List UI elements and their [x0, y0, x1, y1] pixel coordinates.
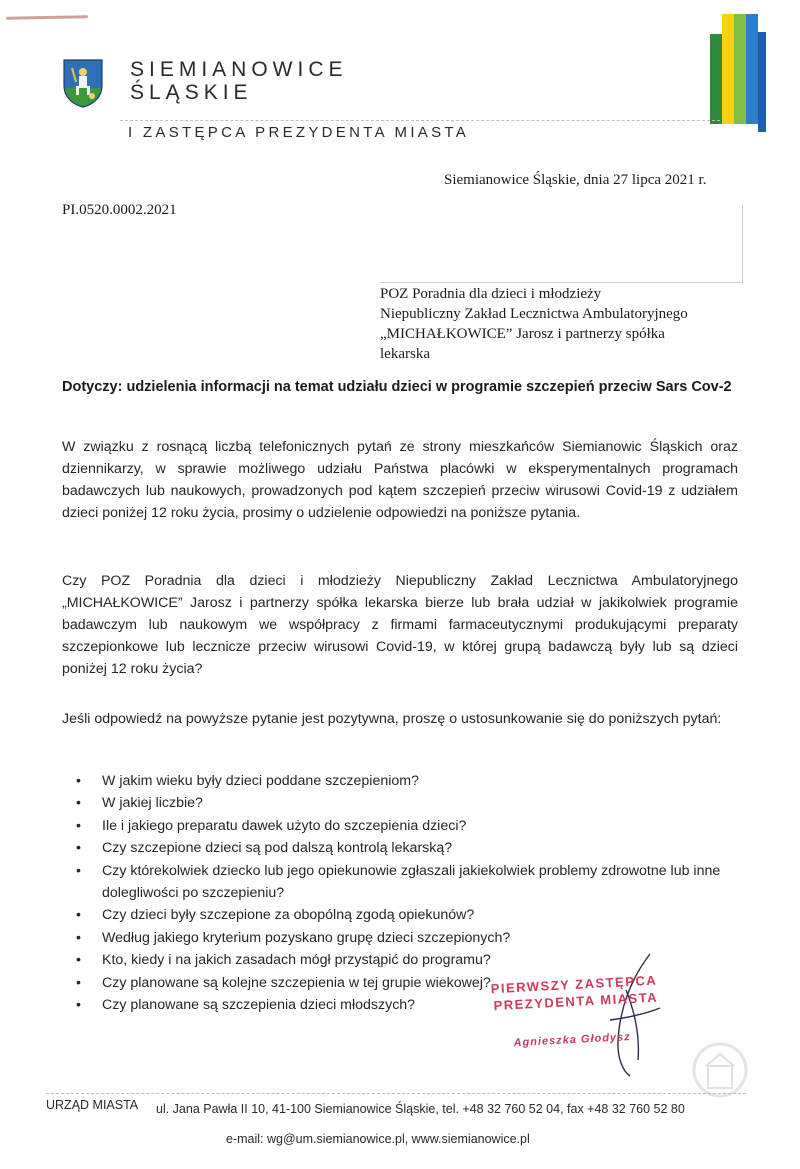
question-item — [76, 860, 756, 905]
question-item — [76, 927, 756, 949]
question-text: W jakim wieku były dzieci poddane szczepieniom? — [102, 773, 419, 789]
city-name — [130, 58, 348, 104]
stamp-line1: PIERWSZY ZASTĘPCA — [490, 972, 658, 997]
recipient-line: Niepubliczny Zakład Lecznictwa Ambulatoryjnego — [380, 306, 688, 322]
question-text: Czy szczepione dzieci są pod dalszą kontrolą lekarską? — [102, 840, 453, 857]
stripe-dark-blue — [758, 32, 766, 132]
office-title: I ZASTĘPCA PREZYDENTA MIASTA — [128, 124, 470, 141]
bullet-icon: • — [76, 929, 81, 946]
paragraph-main-question: Czy POZ Poradnia dla dzieci i młodzieży Niepubliczny Zakład Lecznictwa Ambulatoryjnego „MICHAŁKOWICE” Jarosz i partnerzy spółka lekarska bierze lub brała udział w jakikolwiek programie badawczym lub naukowym we współpracy z firmami farmaceutycznymi produkującymi preparaty szczepionkowe lub lecznicze przeciw wirusowi Covid-19, w której grupą badawczą były lub są dzieci poniżej 12 roku życia? — [62, 573, 738, 677]
stripe-yellow — [722, 14, 734, 124]
official-stamp — [490, 970, 693, 1050]
footer-address: ul. Jana Pawła II 10, 41-100 Siemianowice Śląskie, tel. +48 32 760 52 04, fax +48 32 760 52 80 — [156, 1102, 685, 1116]
date-line: Siemianowice Śląskie, dnia 27 lipca 2021 r. — [444, 172, 707, 188]
question-item — [76, 792, 756, 814]
recipient-address — [380, 284, 740, 364]
footer-contact: e-mail: wg@um.siemianowice.pl, www.siemianowice.pl — [226, 1132, 530, 1146]
stripe-light-green — [734, 14, 746, 124]
footer-divider — [46, 1093, 746, 1094]
paragraph-intro: W związku z rosnącą liczbą telefonicznych pytań ze strony mieszkańców Siemianowic Śląskich oraz dziennikarzy, w sprawie możliwego udziału Państwa placówki w eksperymentalnych programach badawczych lub naukowych, prowadzonych pod kątem szczepień przeciw wirusowi Covid-19 z udziałem dzieci poniżej 12 roku życia, prosimy o udzielenie odpowiedzi na poniższe pytania. — [62, 439, 738, 521]
bullet-icon: • — [76, 773, 81, 789]
bullet-icon: • — [76, 817, 81, 834]
question-item — [76, 770, 756, 792]
received-stamp-border-bottom — [380, 282, 742, 283]
question-text: Czy planowane są kolejne szczepienia w tej grupie wiekowej? — [102, 974, 491, 991]
reference-number: PI.0520.0002.2021 — [62, 202, 177, 218]
bullet-icon: • — [76, 907, 81, 924]
recipient-line: POZ Poradnia dla dzieci i młodzieży — [380, 286, 602, 302]
brand-color-stripes — [710, 14, 770, 124]
question-text: Kto, kiedy i na jakich zasadach mógł przystąpić do programu? — [102, 952, 491, 969]
city-name-line2: ŚLĄSKIE — [130, 81, 253, 104]
stripe-dark-green — [710, 34, 722, 124]
question-text: Według jakiego kryterium pozyskano grupę dzieci szczepionych? — [102, 929, 511, 946]
question-item — [76, 904, 756, 926]
recipient-line: lekarska — [380, 346, 430, 362]
question-text: W jakiej liczbie? — [102, 795, 203, 812]
bullet-icon: • — [76, 997, 81, 1014]
stamp-signer-name: Agnieszka Głodysz — [513, 1031, 632, 1050]
letterhead-divider — [120, 120, 720, 121]
paragraph-followup: Jeśli odpowiedź na powyższe pytanie jest pozytywna, proszę o ustosunkowanie się do poniższych pytań: — [62, 711, 722, 727]
received-stamp-border — [742, 205, 743, 283]
bullet-icon: • — [76, 795, 81, 812]
question-text: Czy planowane są szczepienia dzieci młodszych? — [102, 997, 416, 1014]
question-text: Czy dzieci były szczepione za obopólną zgodą opiekunów? — [102, 907, 475, 924]
faded-building-icon — [690, 1040, 750, 1100]
bullet-icon: • — [76, 974, 81, 991]
bullet-icon: • — [76, 952, 81, 969]
city-crest-icon — [62, 58, 104, 108]
question-text: Ile i jakiego preparatu dawek użyto do szczepienia dzieci? — [102, 817, 467, 834]
recipient-line: „MICHAŁKOWICE” Jarosz i partnerzy spółka — [380, 326, 665, 342]
footer-organization: URZĄD MIASTA — [46, 1098, 139, 1112]
stamp-line2: PREZYDENTA MIASTA — [493, 989, 659, 1014]
scan-pen-mark — [6, 15, 88, 19]
question-text: Czy którekolwiek dziecko lub jego opiekunowie zgłaszali jakiekolwiek problemy zdrowotne lub inne dolegliwości po szczepieniu? — [102, 862, 721, 902]
bullet-icon: • — [76, 840, 81, 857]
stripe-blue — [746, 14, 758, 124]
bullet-icon: • — [76, 862, 81, 879]
city-name-line1: SIEMIANOWICE — [130, 58, 348, 81]
question-item — [76, 837, 756, 859]
subject-line: Dotyczy: udzielenia informacji na temat udziału dzieci w programie szczepień przeciw Sars Cov-2 — [62, 379, 732, 395]
question-item — [76, 815, 756, 837]
